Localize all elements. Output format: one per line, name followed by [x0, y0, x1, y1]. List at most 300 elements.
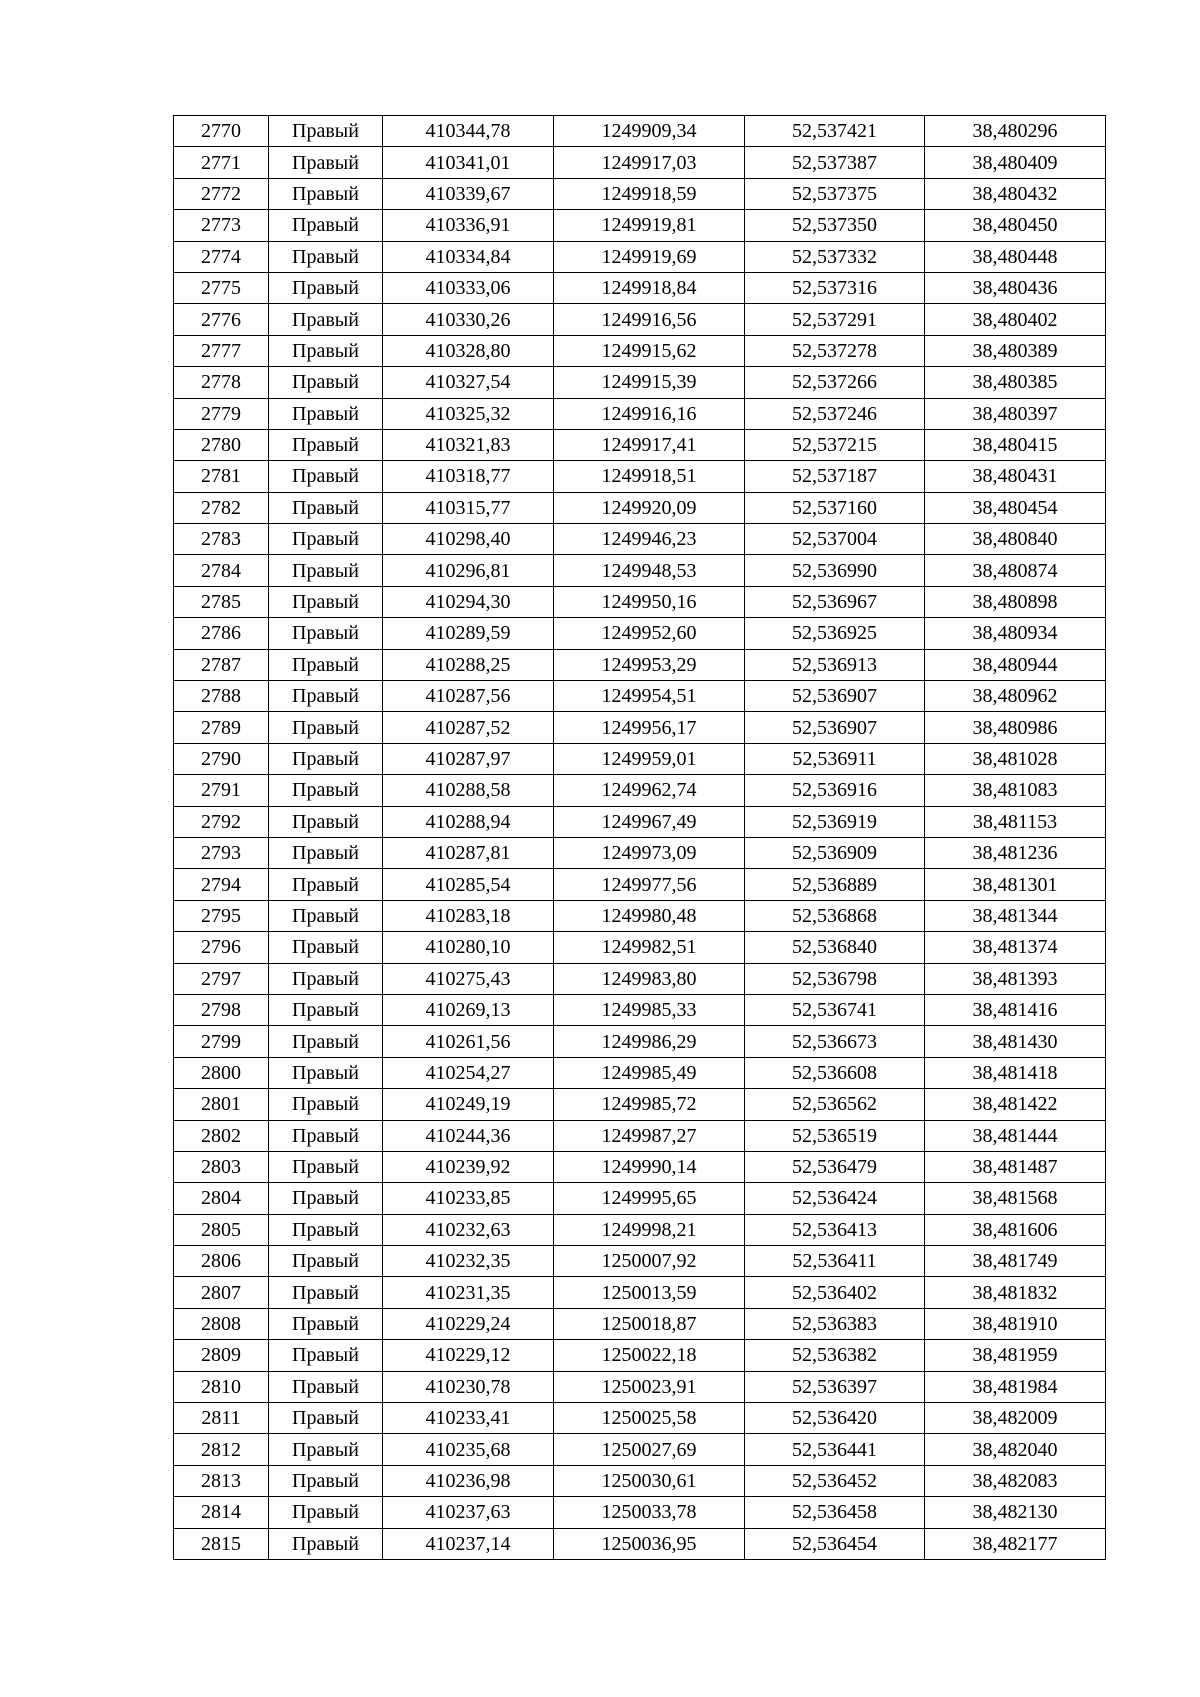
- table-row: [174, 1308, 1106, 1339]
- point-number-cell: 2777: [174, 335, 269, 366]
- longitude-cell: 38,480409: [925, 147, 1106, 178]
- latitude-cell: 52,537266: [745, 367, 925, 398]
- longitude-cell: 38,481083: [925, 775, 1106, 806]
- x-coordinate-cell: 410244,36: [383, 1120, 554, 1151]
- side-cell: Правый: [269, 210, 383, 241]
- side-cell: Правый: [269, 429, 383, 460]
- latitude-cell: 52,536990: [745, 555, 925, 586]
- table-row: [174, 1026, 1106, 1057]
- longitude-cell: 38,481910: [925, 1308, 1106, 1339]
- latitude-cell: 52,537160: [745, 492, 925, 523]
- x-coordinate-cell: 410296,81: [383, 555, 554, 586]
- side-cell: Правый: [269, 1465, 383, 1496]
- point-number-cell: 2770: [174, 116, 269, 147]
- latitude-cell: 52,536397: [745, 1371, 925, 1402]
- side-cell: Правый: [269, 272, 383, 303]
- x-coordinate-cell: 410294,30: [383, 586, 554, 617]
- side-cell: Правый: [269, 1371, 383, 1402]
- side-cell: Правый: [269, 1340, 383, 1371]
- x-coordinate-cell: 410229,12: [383, 1340, 554, 1371]
- longitude-cell: 38,481487: [925, 1151, 1106, 1182]
- y-coordinate-cell: 1249998,21: [554, 1214, 745, 1245]
- x-coordinate-cell: 410336,91: [383, 210, 554, 241]
- y-coordinate-cell: 1250023,91: [554, 1371, 745, 1402]
- table-row: [174, 1120, 1106, 1151]
- side-cell: Правый: [269, 1246, 383, 1277]
- table-row: [174, 649, 1106, 680]
- x-coordinate-cell: 410233,41: [383, 1403, 554, 1434]
- x-coordinate-cell: 410330,26: [383, 304, 554, 335]
- latitude-cell: 52,537246: [745, 398, 925, 429]
- y-coordinate-cell: 1249956,17: [554, 712, 745, 743]
- side-cell: Правый: [269, 1151, 383, 1182]
- point-number-cell: 2786: [174, 618, 269, 649]
- x-coordinate-cell: 410298,40: [383, 524, 554, 555]
- y-coordinate-cell: 1249973,09: [554, 837, 745, 868]
- point-number-cell: 2780: [174, 429, 269, 460]
- point-number-cell: 2797: [174, 963, 269, 994]
- y-coordinate-cell: 1250007,92: [554, 1246, 745, 1277]
- x-coordinate-cell: 410239,92: [383, 1151, 554, 1182]
- latitude-cell: 52,536383: [745, 1308, 925, 1339]
- table-row: [174, 994, 1106, 1025]
- x-coordinate-cell: 410344,78: [383, 116, 554, 147]
- x-coordinate-cell: 410283,18: [383, 900, 554, 931]
- longitude-cell: 38,480432: [925, 178, 1106, 209]
- table-row: [174, 681, 1106, 712]
- point-number-cell: 2778: [174, 367, 269, 398]
- table-row: [174, 304, 1106, 335]
- side-cell: Правый: [269, 1277, 383, 1308]
- latitude-cell: 52,536911: [745, 743, 925, 774]
- x-coordinate-cell: 410237,14: [383, 1528, 554, 1559]
- table-row: [174, 1089, 1106, 1120]
- y-coordinate-cell: 1249987,27: [554, 1120, 745, 1151]
- table-row: [174, 837, 1106, 868]
- table-row: [174, 210, 1106, 241]
- latitude-cell: 52,536413: [745, 1214, 925, 1245]
- x-coordinate-cell: 410334,84: [383, 241, 554, 272]
- latitude-cell: 52,536925: [745, 618, 925, 649]
- latitude-cell: 52,536907: [745, 712, 925, 743]
- x-coordinate-cell: 410233,85: [383, 1183, 554, 1214]
- table-row: [174, 932, 1106, 963]
- x-coordinate-cell: 410232,63: [383, 1214, 554, 1245]
- x-coordinate-cell: 410261,56: [383, 1026, 554, 1057]
- side-cell: Правый: [269, 681, 383, 712]
- x-coordinate-cell: 410287,52: [383, 712, 554, 743]
- table-row: [174, 618, 1106, 649]
- table-row: [174, 555, 1106, 586]
- y-coordinate-cell: 1250022,18: [554, 1340, 745, 1371]
- x-coordinate-cell: 410287,97: [383, 743, 554, 774]
- latitude-cell: 52,536916: [745, 775, 925, 806]
- x-coordinate-cell: 410288,58: [383, 775, 554, 806]
- x-coordinate-cell: 410325,32: [383, 398, 554, 429]
- longitude-cell: 38,480436: [925, 272, 1106, 303]
- y-coordinate-cell: 1249986,29: [554, 1026, 745, 1057]
- point-number-cell: 2804: [174, 1183, 269, 1214]
- longitude-cell: 38,481153: [925, 806, 1106, 837]
- table-row: [174, 272, 1106, 303]
- y-coordinate-cell: 1250030,61: [554, 1465, 745, 1496]
- x-coordinate-cell: 410249,19: [383, 1089, 554, 1120]
- latitude-cell: 52,537291: [745, 304, 925, 335]
- table-row: [174, 398, 1106, 429]
- latitude-cell: 52,536424: [745, 1183, 925, 1214]
- table-row: [174, 806, 1106, 837]
- y-coordinate-cell: 1249953,29: [554, 649, 745, 680]
- side-cell: Правый: [269, 367, 383, 398]
- table-row: [174, 1340, 1106, 1371]
- x-coordinate-cell: 410333,06: [383, 272, 554, 303]
- latitude-cell: 52,537387: [745, 147, 925, 178]
- side-cell: Правый: [269, 994, 383, 1025]
- point-number-cell: 2787: [174, 649, 269, 680]
- latitude-cell: 52,536382: [745, 1340, 925, 1371]
- y-coordinate-cell: 1249990,14: [554, 1151, 745, 1182]
- table-row: [174, 1403, 1106, 1434]
- longitude-cell: 38,480944: [925, 649, 1106, 680]
- table-row: [174, 1528, 1106, 1559]
- longitude-cell: 38,480454: [925, 492, 1106, 523]
- side-cell: Правый: [269, 1057, 383, 1088]
- side-cell: Правый: [269, 335, 383, 366]
- point-number-cell: 2788: [174, 681, 269, 712]
- longitude-cell: 38,482040: [925, 1434, 1106, 1465]
- table-row: [174, 492, 1106, 523]
- latitude-cell: 52,537215: [745, 429, 925, 460]
- longitude-cell: 38,481344: [925, 900, 1106, 931]
- y-coordinate-cell: 1249915,62: [554, 335, 745, 366]
- side-cell: Правый: [269, 932, 383, 963]
- y-coordinate-cell: 1249967,49: [554, 806, 745, 837]
- y-coordinate-cell: 1249909,34: [554, 116, 745, 147]
- latitude-cell: 52,537421: [745, 116, 925, 147]
- table-row: [174, 1277, 1106, 1308]
- latitude-cell: 52,536919: [745, 806, 925, 837]
- latitude-cell: 52,536907: [745, 681, 925, 712]
- table-row: [174, 1246, 1106, 1277]
- latitude-cell: 52,536909: [745, 837, 925, 868]
- y-coordinate-cell: 1249918,59: [554, 178, 745, 209]
- latitude-cell: 52,536454: [745, 1528, 925, 1559]
- point-number-cell: 2806: [174, 1246, 269, 1277]
- x-coordinate-cell: 410231,35: [383, 1277, 554, 1308]
- x-coordinate-cell: 410230,78: [383, 1371, 554, 1402]
- y-coordinate-cell: 1250027,69: [554, 1434, 745, 1465]
- y-coordinate-cell: 1249977,56: [554, 869, 745, 900]
- point-number-cell: 2794: [174, 869, 269, 900]
- latitude-cell: 52,536562: [745, 1089, 925, 1120]
- point-number-cell: 2775: [174, 272, 269, 303]
- side-cell: Правый: [269, 1089, 383, 1120]
- longitude-cell: 38,481418: [925, 1057, 1106, 1088]
- point-number-cell: 2792: [174, 806, 269, 837]
- latitude-cell: 52,537375: [745, 178, 925, 209]
- longitude-cell: 38,481832: [925, 1277, 1106, 1308]
- y-coordinate-cell: 1249983,80: [554, 963, 745, 994]
- side-cell: Правый: [269, 1214, 383, 1245]
- y-coordinate-cell: 1249919,81: [554, 210, 745, 241]
- y-coordinate-cell: 1249959,01: [554, 743, 745, 774]
- point-number-cell: 2799: [174, 1026, 269, 1057]
- y-coordinate-cell: 1249946,23: [554, 524, 745, 555]
- side-cell: Правый: [269, 1497, 383, 1528]
- point-number-cell: 2815: [174, 1528, 269, 1559]
- table-row: [174, 524, 1106, 555]
- longitude-cell: 38,481416: [925, 994, 1106, 1025]
- side-cell: Правый: [269, 712, 383, 743]
- side-cell: Правый: [269, 1308, 383, 1339]
- side-cell: Правый: [269, 1026, 383, 1057]
- latitude-cell: 52,536420: [745, 1403, 925, 1434]
- point-number-cell: 2807: [174, 1277, 269, 1308]
- point-number-cell: 2790: [174, 743, 269, 774]
- longitude-cell: 38,481301: [925, 869, 1106, 900]
- latitude-cell: 52,536519: [745, 1120, 925, 1151]
- table-row: [174, 869, 1106, 900]
- point-number-cell: 2776: [174, 304, 269, 335]
- latitude-cell: 52,536868: [745, 900, 925, 931]
- y-coordinate-cell: 1250025,58: [554, 1403, 745, 1434]
- x-coordinate-cell: 410254,27: [383, 1057, 554, 1088]
- point-number-cell: 2782: [174, 492, 269, 523]
- latitude-cell: 52,536458: [745, 1497, 925, 1528]
- longitude-cell: 38,481028: [925, 743, 1106, 774]
- y-coordinate-cell: 1249918,51: [554, 461, 745, 492]
- point-number-cell: 2800: [174, 1057, 269, 1088]
- point-number-cell: 2791: [174, 775, 269, 806]
- side-cell: Правый: [269, 398, 383, 429]
- coordinates-table: [173, 115, 1106, 1560]
- y-coordinate-cell: 1249962,74: [554, 775, 745, 806]
- table-row: [174, 1434, 1106, 1465]
- side-cell: Правый: [269, 1528, 383, 1559]
- longitude-cell: 38,482130: [925, 1497, 1106, 1528]
- point-number-cell: 2781: [174, 461, 269, 492]
- x-coordinate-cell: 410318,77: [383, 461, 554, 492]
- longitude-cell: 38,482177: [925, 1528, 1106, 1559]
- y-coordinate-cell: 1249916,16: [554, 398, 745, 429]
- x-coordinate-cell: 410339,67: [383, 178, 554, 209]
- latitude-cell: 52,537316: [745, 272, 925, 303]
- side-cell: Правый: [269, 1183, 383, 1214]
- latitude-cell: 52,536840: [745, 932, 925, 963]
- y-coordinate-cell: 1249917,41: [554, 429, 745, 460]
- table-row: [174, 461, 1106, 492]
- side-cell: Правый: [269, 178, 383, 209]
- point-number-cell: 2798: [174, 994, 269, 1025]
- longitude-cell: 38,480431: [925, 461, 1106, 492]
- latitude-cell: 52,536913: [745, 649, 925, 680]
- longitude-cell: 38,481959: [925, 1340, 1106, 1371]
- table-row: [174, 147, 1106, 178]
- longitude-cell: 38,480402: [925, 304, 1106, 335]
- latitude-cell: 52,536452: [745, 1465, 925, 1496]
- x-coordinate-cell: 410341,01: [383, 147, 554, 178]
- point-number-cell: 2773: [174, 210, 269, 241]
- table-row: [174, 178, 1106, 209]
- y-coordinate-cell: 1250013,59: [554, 1277, 745, 1308]
- longitude-cell: 38,481430: [925, 1026, 1106, 1057]
- y-coordinate-cell: 1250036,95: [554, 1528, 745, 1559]
- y-coordinate-cell: 1249952,60: [554, 618, 745, 649]
- side-cell: Правый: [269, 461, 383, 492]
- y-coordinate-cell: 1249985,49: [554, 1057, 745, 1088]
- table-row: [174, 712, 1106, 743]
- side-cell: Правый: [269, 618, 383, 649]
- side-cell: Правый: [269, 963, 383, 994]
- x-coordinate-cell: 410232,35: [383, 1246, 554, 1277]
- point-number-cell: 2774: [174, 241, 269, 272]
- y-coordinate-cell: 1249917,03: [554, 147, 745, 178]
- latitude-cell: 52,537332: [745, 241, 925, 272]
- longitude-cell: 38,480840: [925, 524, 1106, 555]
- x-coordinate-cell: 410327,54: [383, 367, 554, 398]
- table-row: [174, 1183, 1106, 1214]
- x-coordinate-cell: 410229,24: [383, 1308, 554, 1339]
- side-cell: Правый: [269, 586, 383, 617]
- table-row: [174, 1151, 1106, 1182]
- longitude-cell: 38,480415: [925, 429, 1106, 460]
- latitude-cell: 52,537278: [745, 335, 925, 366]
- side-cell: Правый: [269, 555, 383, 586]
- point-number-cell: 2811: [174, 1403, 269, 1434]
- y-coordinate-cell: 1249920,09: [554, 492, 745, 523]
- point-number-cell: 2803: [174, 1151, 269, 1182]
- table-row: [174, 1371, 1106, 1402]
- y-coordinate-cell: 1249948,53: [554, 555, 745, 586]
- side-cell: Правый: [269, 1434, 383, 1465]
- y-coordinate-cell: 1249919,69: [554, 241, 745, 272]
- y-coordinate-cell: 1249980,48: [554, 900, 745, 931]
- latitude-cell: 52,537187: [745, 461, 925, 492]
- table-row: [174, 1497, 1106, 1528]
- point-number-cell: 2789: [174, 712, 269, 743]
- table-row: [174, 1465, 1106, 1496]
- y-coordinate-cell: 1249916,56: [554, 304, 745, 335]
- point-number-cell: 2814: [174, 1497, 269, 1528]
- x-coordinate-cell: 410289,59: [383, 618, 554, 649]
- point-number-cell: 2783: [174, 524, 269, 555]
- side-cell: Правый: [269, 492, 383, 523]
- y-coordinate-cell: 1249954,51: [554, 681, 745, 712]
- longitude-cell: 38,481236: [925, 837, 1106, 868]
- table-row: [174, 743, 1106, 774]
- longitude-cell: 38,480450: [925, 210, 1106, 241]
- y-coordinate-cell: 1250018,87: [554, 1308, 745, 1339]
- longitude-cell: 38,480874: [925, 555, 1106, 586]
- longitude-cell: 38,481568: [925, 1183, 1106, 1214]
- side-cell: Правый: [269, 775, 383, 806]
- latitude-cell: 52,537004: [745, 524, 925, 555]
- longitude-cell: 38,481749: [925, 1246, 1106, 1277]
- x-coordinate-cell: 410237,63: [383, 1497, 554, 1528]
- side-cell: Правый: [269, 116, 383, 147]
- latitude-cell: 52,536798: [745, 963, 925, 994]
- y-coordinate-cell: 1250033,78: [554, 1497, 745, 1528]
- y-coordinate-cell: 1249918,84: [554, 272, 745, 303]
- point-number-cell: 2813: [174, 1465, 269, 1496]
- x-coordinate-cell: 410288,25: [383, 649, 554, 680]
- side-cell: Правый: [269, 241, 383, 272]
- longitude-cell: 38,480296: [925, 116, 1106, 147]
- side-cell: Правый: [269, 837, 383, 868]
- point-number-cell: 2785: [174, 586, 269, 617]
- y-coordinate-cell: 1249950,16: [554, 586, 745, 617]
- latitude-cell: 52,536673: [745, 1026, 925, 1057]
- latitude-cell: 52,536608: [745, 1057, 925, 1088]
- longitude-cell: 38,480448: [925, 241, 1106, 272]
- longitude-cell: 38,481606: [925, 1214, 1106, 1245]
- side-cell: Правый: [269, 869, 383, 900]
- table-row: [174, 1214, 1106, 1245]
- longitude-cell: 38,481374: [925, 932, 1106, 963]
- longitude-cell: 38,480389: [925, 335, 1106, 366]
- point-number-cell: 2801: [174, 1089, 269, 1120]
- x-coordinate-cell: 410287,81: [383, 837, 554, 868]
- side-cell: Правый: [269, 147, 383, 178]
- side-cell: Правый: [269, 524, 383, 555]
- longitude-cell: 38,481393: [925, 963, 1106, 994]
- table-row: [174, 775, 1106, 806]
- side-cell: Правый: [269, 1120, 383, 1151]
- side-cell: Правый: [269, 649, 383, 680]
- table-row: [174, 335, 1106, 366]
- latitude-cell: 52,536967: [745, 586, 925, 617]
- side-cell: Правый: [269, 806, 383, 837]
- side-cell: Правый: [269, 304, 383, 335]
- x-coordinate-cell: 410269,13: [383, 994, 554, 1025]
- point-number-cell: 2808: [174, 1308, 269, 1339]
- point-number-cell: 2795: [174, 900, 269, 931]
- latitude-cell: 52,536741: [745, 994, 925, 1025]
- longitude-cell: 38,480986: [925, 712, 1106, 743]
- longitude-cell: 38,482083: [925, 1465, 1106, 1496]
- side-cell: Правый: [269, 900, 383, 931]
- longitude-cell: 38,480934: [925, 618, 1106, 649]
- table-body: [174, 116, 1106, 1560]
- table-row: [174, 1057, 1106, 1088]
- point-number-cell: 2810: [174, 1371, 269, 1402]
- point-number-cell: 2771: [174, 147, 269, 178]
- y-coordinate-cell: 1249995,65: [554, 1183, 745, 1214]
- latitude-cell: 52,536402: [745, 1277, 925, 1308]
- table-row: [174, 586, 1106, 617]
- longitude-cell: 38,481422: [925, 1089, 1106, 1120]
- longitude-cell: 38,480962: [925, 681, 1106, 712]
- point-number-cell: 2796: [174, 932, 269, 963]
- side-cell: Правый: [269, 1403, 383, 1434]
- x-coordinate-cell: 410315,77: [383, 492, 554, 523]
- longitude-cell: 38,482009: [925, 1403, 1106, 1434]
- longitude-cell: 38,481984: [925, 1371, 1106, 1402]
- point-number-cell: 2805: [174, 1214, 269, 1245]
- x-coordinate-cell: 410287,56: [383, 681, 554, 712]
- table-row: [174, 367, 1106, 398]
- latitude-cell: 52,537350: [745, 210, 925, 241]
- latitude-cell: 52,536889: [745, 869, 925, 900]
- y-coordinate-cell: 1249985,33: [554, 994, 745, 1025]
- point-number-cell: 2779: [174, 398, 269, 429]
- table-row: [174, 900, 1106, 931]
- table-row: [174, 241, 1106, 272]
- point-number-cell: 2802: [174, 1120, 269, 1151]
- x-coordinate-cell: 410288,94: [383, 806, 554, 837]
- table-row: [174, 116, 1106, 147]
- x-coordinate-cell: 410280,10: [383, 932, 554, 963]
